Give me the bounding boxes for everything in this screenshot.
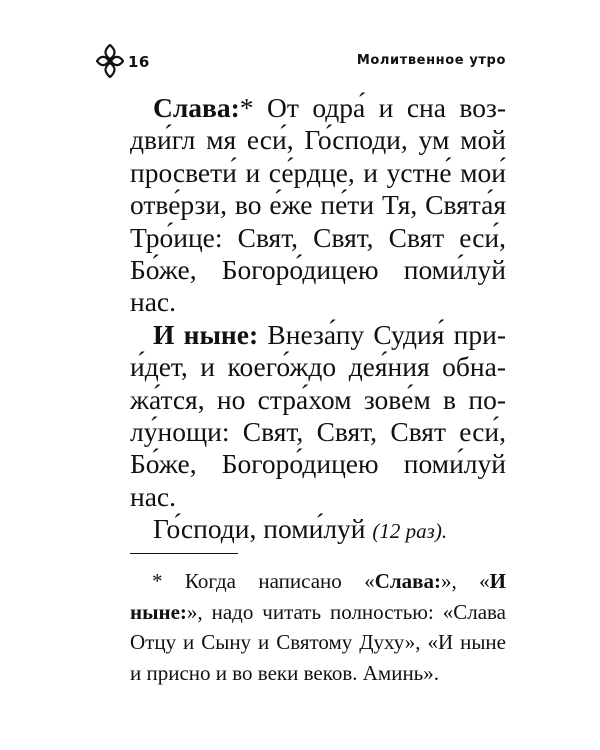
footnote-bold-i-nyne: И ныне: xyxy=(130,569,506,624)
footnote-text: », « xyxy=(440,569,490,593)
label-slava: Слава: xyxy=(153,92,240,123)
paragraph-slava xyxy=(130,92,506,319)
label-i-nyne: И ныне: xyxy=(153,318,259,350)
page-header xyxy=(96,44,506,78)
repeat-note: (12 раз). xyxy=(372,519,448,544)
fleuron-icon xyxy=(96,44,124,78)
page-number: 16 xyxy=(128,53,150,71)
paragraph-text: От одра́ и сна воздви́гл мя еси́, Го́споди, ум мой просвети́ и се́рдце, и устне́ мои́ отве́рзи, во е́же пе́ти Тя, Свята́я Тро́ице: Свят, Свят, Свят еси́, Бо́же, Богоро́дицею поми́луй нас. xyxy=(130,92,506,318)
footnote-marker: * xyxy=(239,92,254,123)
footnote xyxy=(130,566,506,688)
running-title: Молитвенное утро xyxy=(356,53,506,68)
paragraph-text: Внеза́пу Судия́ прии́дет, и коего́ждо дея́ния обнажа́тся, но стра́хом зове́м в полу́нощи: Свят, Свят, Свят еси́, Бо́же, Богоро́дицею поми́луй нас. xyxy=(130,318,506,512)
paragraph-i-nyne xyxy=(130,319,506,513)
footnote-marker: * xyxy=(152,569,163,593)
footnote-text: », надо читать полностью: «Слава Отцу и Сыну и Святому Духу», «И ныне и присно и во веки веков. Аминь». xyxy=(130,599,506,685)
footnote-divider xyxy=(130,553,238,554)
paragraph-gospodi-pomiluy xyxy=(130,513,506,547)
footnote-bold-slava: Слава: xyxy=(374,569,441,593)
footnote-text: Когда написано « xyxy=(162,569,375,593)
prayer-text xyxy=(130,92,506,548)
paragraph-text: Го́споди, поми́луй xyxy=(153,513,373,545)
